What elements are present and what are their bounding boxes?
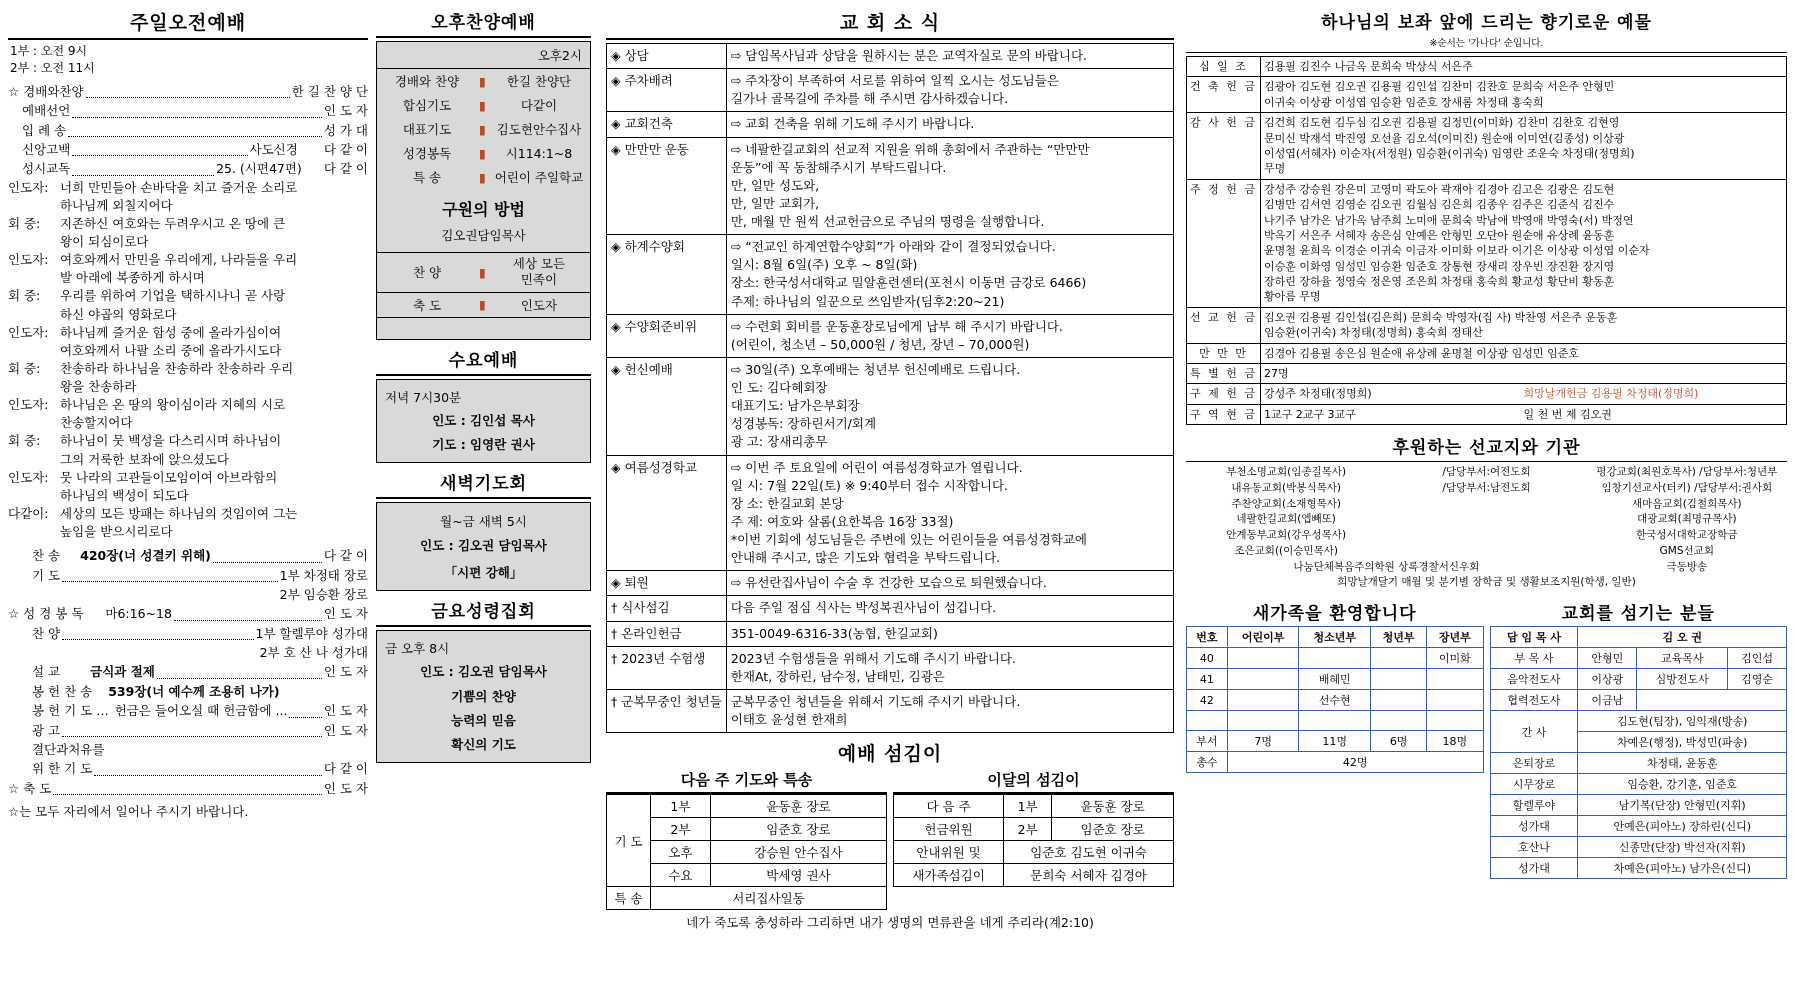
separator-bar: ▮ <box>479 264 486 280</box>
senior-pastor-name: 김 오 권 <box>1578 627 1787 648</box>
table-row: 음악전도사 이상광 심방전도사 김영순 <box>1490 669 1787 690</box>
friday-box <box>376 630 591 763</box>
news-row <box>607 314 1174 357</box>
cell: 헌금위원 <box>894 818 1004 841</box>
afternoon-box <box>376 41 591 340</box>
news-row <box>607 44 1174 69</box>
cell: 수요 <box>651 864 711 887</box>
news-value: ⇨ 30일(주) 오후예배는 청년부 헌신예배로 드립니다. 인 도: 김다혜회장 대표기도: 남가은부회장 성경봉독: 장하린서기/회계 광 고: 장새리총무 <box>726 357 1173 455</box>
friday-item-3: 확신의 기도 <box>451 736 516 752</box>
church-servants-section <box>1490 599 1788 879</box>
resp-line: 왕이 되심이로다 <box>60 234 149 250</box>
table-row: 간 사 김도현(팀장), 임익재(방송) <box>1490 711 1787 732</box>
table-row: 41 배혜민 <box>1187 669 1484 690</box>
friday-section <box>376 597 591 763</box>
table-row: 42 선수현 <box>1187 690 1484 711</box>
cell: 1부 <box>651 795 711 818</box>
resp-line: 높임을 받으시리로다 <box>60 524 173 540</box>
wednesday-time: 저녁 7시30분 <box>385 389 462 405</box>
missions-row: 조은교회((이승민목사) GMS선교회 <box>1234 544 1714 557</box>
church-servants-title: 교회를 섬기는 분들 <box>1561 604 1715 625</box>
resp-line: 하신 야곱의 영화로다 <box>60 306 177 322</box>
table-row: 은퇴장로 차정태, 윤동훈 <box>1490 753 1787 774</box>
news-row <box>607 137 1174 235</box>
order-line: 봉 헌 기 도 … 헌금은 들어오실 때 헌금함에 ... 인 도 자 <box>32 703 368 719</box>
resp-line: 인도자: 하나님은 온 땅의 왕이심이라 지혜의 시로 <box>8 397 286 413</box>
order-line: 2부 임승환 장로 <box>279 586 368 602</box>
news-value: ⇨ 교회 건축을 위해 기도해 주시기 바랍니다. <box>726 112 1173 137</box>
order-line: 입 례 송 성 가 대 <box>22 122 368 138</box>
offering-row <box>1187 57 1787 77</box>
news-key: ◈ 교회건축 <box>607 112 727 137</box>
news-row <box>607 235 1174 315</box>
cell: 박세영 권사 <box>710 864 886 887</box>
cell: 1부 <box>1004 795 1052 818</box>
afternoon-row: 경배와 찬양 ▮ 한길 찬양단 <box>394 73 572 89</box>
table-row <box>894 795 1174 818</box>
missions-row: 안계동부교회(강우성목사) 한국성서대학교장학금 <box>1226 529 1738 542</box>
resp-line: 인도자: 하나님께 즐거운 함성 중에 올라가심이여 <box>8 324 282 340</box>
order-line: 2부 호 산 나 성가대 <box>259 645 368 661</box>
offering-row <box>1187 343 1787 363</box>
offering-names: 27명 <box>1261 364 1787 384</box>
cell: 윤동훈 장로 <box>710 795 886 818</box>
resp-line: 회 중: 하나님이 뭇 백성을 다스리시며 하나님이 <box>8 433 282 449</box>
offering-table <box>1186 56 1787 425</box>
offering-subnote: ※순서는 '가나다' 순입니다. <box>1429 38 1544 49</box>
table-row: 성가대 안예은(피아노) 장하린(신디) <box>1490 816 1787 837</box>
news-key: † 식사섬김 <box>607 596 727 621</box>
news-value: 다음 주일 점심 식사는 박성복권사님이 섬깁니다. <box>726 596 1173 621</box>
afternoon-time: 오후2시 <box>377 42 590 69</box>
col-young-adult: 청년부 <box>1371 627 1427 648</box>
wednesday-title: 수요예배 <box>448 350 519 371</box>
afternoon-sermon-title: 구원의 방법 <box>442 200 525 219</box>
resp-line: 여호와께서 나팔 소리 중에 올라가시도다 <box>60 342 282 358</box>
news-row <box>607 621 1174 646</box>
afternoon-row: 성경봉독 ▮ 시114:1~8 <box>402 145 573 161</box>
offering-key: 구 제 헌 금 <box>1187 384 1261 404</box>
serving-title: 예배 섬김이 <box>837 743 943 766</box>
wednesday-box <box>376 379 591 463</box>
thousand-offering: 일 천 번 제 김오권 <box>1523 407 1612 421</box>
order-line: ☆ 축 도 인 도 자 <box>8 780 368 796</box>
friday-time: 금 오후 8시 <box>385 640 450 656</box>
news-key: † 군복무중인 청년들 <box>607 689 727 732</box>
afternoon-praise-section <box>376 8 591 340</box>
offering-row <box>1187 384 1787 404</box>
dawn-series: 「시편 강해」 <box>444 564 523 580</box>
next-week-prayer-title: 다음 주 기도와 특송 <box>606 769 887 794</box>
month-servants-table <box>893 794 1174 887</box>
dawn-time: 월~금 새벽 5시 <box>440 513 527 529</box>
offering-names: 김광아 김도현 김오권 김용필 김인섭 김찬미 김찬호 문희숙 서은주 안형민 이귀숙 이상광 이성엽 임승환 임준호 장새롬 차정태 홍숙희 <box>1261 77 1787 113</box>
table-row: 호산나 신종만(단장) 박선자(지휘) <box>1490 837 1787 858</box>
friday-leader: 인도 : 김오권 담임목사 <box>420 663 547 679</box>
cell: 2부 <box>651 818 711 841</box>
cell: 오후 <box>651 841 711 864</box>
news-row <box>607 112 1174 137</box>
separator-bar: ▮ <box>479 121 486 137</box>
afternoon-row: 축 도 ▮ 인도자 <box>377 292 590 317</box>
news-key: ◈ 여름성경학교 <box>607 455 727 571</box>
order-line: 성시교독 25. (시편47편) 다 같 이 <box>22 161 368 177</box>
cell: 새가족섬김이 <box>894 864 1004 887</box>
hope-wing-offering: 희망날개헌금 김용필 차정태(정명희) <box>1523 387 1699 401</box>
order-line: 신앙고백 사도신경 다 같 이 <box>22 141 368 157</box>
news-row <box>607 646 1174 689</box>
news-row <box>607 689 1174 732</box>
missions-row: 부천소명교회(임종길목사) /담당부서:여전도회 평강교회(최원호목사) /담당부서:청년부 <box>1226 466 1778 479</box>
cell: 안내위원 및 <box>894 841 1004 864</box>
table-row: 시무장로 임승환, 강기훈, 임준호 <box>1490 774 1787 795</box>
cell: 문희숙 서혜자 김경아 <box>1004 864 1174 887</box>
prayer-label: 기 도 <box>607 795 651 887</box>
offering-key: 특 별 헌 금 <box>1187 364 1261 384</box>
resp-line: 다같이: 세상의 모든 방패는 하나님의 것임이여 그는 <box>8 505 298 521</box>
cell: 강승원 안수집사 <box>710 841 886 864</box>
missions-list <box>1186 465 1787 591</box>
resp-line: 인도자: 뭇 나라의 고관들이모임이여 아브라함의 <box>8 469 278 485</box>
offering-names: 강성주 강승원 강은미 고영미 곽도아 곽재아 김경아 김고은 김광은 김도현 김병만 김서연 김영순 김오권 김월심 김은희 김종우 김주은 김준식 김진수 나기주 남가은 남가옥 남주희 노미애 문희숙 박남애 박영애 박영숙(서) 박정연 박옥기 서은주 서혜자 송은심 안예은 안형민 오단아 원순애 유상례 윤동훈 윤명철 윤희옥 이경순 이귀숙 이금자 이미화 이보라 이기은 이상광 이성엽 이순자 이승훈 이화영 임성민 임승환 임준호 장통현 장새리 장우빈 장진환 장지영 장하린 장하율 정영숙 정은영 조은희 차정태 홍숙희 황교성 황단비 황동훈 황아름 무명 <box>1261 179 1787 307</box>
cell: 서리집사일동 <box>651 887 887 910</box>
news-value: ⇨ 담임목사님과 상담을 원하시는 분은 교역자실로 문의 바랍니다. <box>726 44 1173 69</box>
resp-line: 찬송할지어다 <box>60 415 133 431</box>
news-value: 2023년 수험생들을 위해서 기도해 주시기 바랍니다. 한재At, 장하린, 남수정, 남태민, 김광은 <box>726 646 1173 689</box>
offering-key: 주 정 헌 금 <box>1187 179 1261 307</box>
offering-key: 건 축 헌 금 <box>1187 77 1261 113</box>
divider <box>1186 461 1787 462</box>
offering-row <box>1187 179 1787 307</box>
offering-key: 선 교 헌 금 <box>1187 307 1261 343</box>
cell: 2부 <box>1004 818 1052 841</box>
news-value: ⇨ 수련회 회비를 운동훈장로님에게 납부 해 주시기 바랍니다. (어린이, 청소년 – 50,000원 / 청년, 장년 – 70,000원) <box>726 314 1173 357</box>
divider <box>1186 52 1787 53</box>
afternoon-blank <box>377 317 590 339</box>
bottom-tables <box>1186 599 1787 879</box>
cell: 윤동훈 장로 <box>1052 795 1174 818</box>
table-header-row <box>1187 627 1484 648</box>
table-row <box>894 864 1174 887</box>
separator-bar: ▮ <box>479 297 486 312</box>
sunday-footnote: ☆는 모두 자리에서 일어나 주시기 바랍니다. <box>8 804 249 820</box>
resp-line: 발 아래에 복종하게 하시며 <box>60 270 205 286</box>
news-row <box>607 357 1174 455</box>
separator-bar: ▮ <box>479 73 486 89</box>
news-key: ◈ 만만만 운동 <box>607 137 727 235</box>
dawn-box <box>376 502 591 591</box>
column-church-news <box>600 0 1180 992</box>
divider <box>376 625 591 627</box>
news-value: 351-0049-6316-33(농협, 한길교회) <box>726 621 1173 646</box>
order-line: 위 한 기 도 다 같 이 <box>32 761 368 777</box>
separator-bar: ▮ <box>479 145 486 161</box>
new-family-table <box>1186 626 1484 773</box>
news-value: ⇨ 네팔한길교회의 선교적 지원을 위해 총회에서 주관하는 “만만만 운동”에 꼭 동참해주시기 부탁드립니다. 만, 일만 성도와, 만, 일만 교회가, 만, 매월 만 원씩 선교헌금으로 주님의 명령을 실행합니다. <box>726 137 1173 235</box>
separator-bar: ▮ <box>479 97 486 113</box>
table-row: 부 목 사 안형민 교육목사 김인섭 <box>1490 648 1787 669</box>
table-row <box>607 795 887 818</box>
offering-names: 김건희 김도현 김두심 김오권 김용필 김정민(이미화) 김찬미 김찬호 김현영 문미신 박재석 박진영 오선율 김오석(이미진) 원순애 이미연(김종성) 이상광 이성엽(서혜자) 이순자(서정원) 임승환(이귀숙) 임영란 조운숙 차정태(정명희) 무명 <box>1261 113 1787 180</box>
offering-names: 김용필 김진수 나금옥 문희숙 박상식 서은주 <box>1261 57 1787 77</box>
news-value: ⇨ 이번 주 토요일에 어린이 여름성경학교가 열립니다. 일 시: 7월 22일(토) ※ 9:40부터 접수 시작합니다. 장 소: 한길교회 본당 주 제: 여호와 살롬(요한복음 16장 33절) *이번 기회에 성도님들은 주변에 있는 어린이들을 여름성경학교에 안내해 주시고, 많은 기도와 협력을 부탁드립니다. <box>726 455 1173 571</box>
table-row: 40 이미화 <box>1187 648 1484 669</box>
resp-line: 하나님의 백성이 되도다 <box>60 487 189 503</box>
afternoon-sermon-by: 김오권담임목사 <box>441 228 526 243</box>
news-key: ◈ 상담 <box>607 44 727 69</box>
new-family-section <box>1186 599 1484 879</box>
order-line: 찬 송 420장(너 성결키 위해) 다 같 이 <box>32 548 368 564</box>
news-row <box>607 596 1174 621</box>
table-row <box>1187 711 1484 731</box>
column-offerings <box>1180 0 1795 992</box>
resp-line: 인도자: 여호와께서 만민을 우리에게, 나라들을 우리 <box>8 252 298 268</box>
divider <box>376 497 591 499</box>
order-line: 봉 헌 찬 송 539장(너 예수께 조용히 나가) <box>32 683 280 699</box>
divider <box>8 38 368 40</box>
col-no: 번호 <box>1187 627 1228 648</box>
service-times <box>10 43 368 78</box>
offering-row <box>1187 77 1787 113</box>
resp-line: 회 중: 우리를 위하여 기업을 택하시나니 곧 사랑 <box>8 288 286 304</box>
table-row: 차예은(행정), 박성민(파송) <box>1490 732 1787 753</box>
missions-title: 후원하는 선교지와 기관 <box>1392 438 1581 459</box>
senior-pastor-label: 담 임 목 사 <box>1490 627 1578 648</box>
afternoon-row: 합심기도 ▮ 다같이 <box>402 97 558 113</box>
missions-row: 네팔한길교회(엡빼또) 대광교회(최명규목사) <box>1236 513 1737 526</box>
bible-verse: 네가 죽도록 충성하라 그리하면 내가 생명의 면류관을 네게 주리라(계2:10) <box>686 915 1094 931</box>
friday-title: 금요성령집회 <box>431 601 536 622</box>
missions-row: 내유동교회(박봉식목사) /담당부서:남전도회 임창기선교사(터키) /담당부서:권사회 <box>1231 481 1773 494</box>
table-footer-row: 총수 42명 <box>1187 752 1484 773</box>
resp-line: 왕을 찬송하라 <box>60 379 137 395</box>
table-row: 할렐루야 남기복(단장) 안형민(지휘) <box>1490 795 1787 816</box>
col-children: 어린이부 <box>1227 627 1299 648</box>
offering-row <box>1187 307 1787 343</box>
table-row <box>894 841 1174 864</box>
dawn-title: 새벽기도회 <box>439 473 528 494</box>
order-line: 찬 양 1부 할렐루야 성가대 <box>32 625 368 641</box>
sunday-morning-title: 주일오전예배 <box>129 12 247 34</box>
news-row <box>607 69 1174 112</box>
wednesday-prayer: 기도 : 임영란 권사 <box>432 436 535 452</box>
col-youth: 청소년부 <box>1299 627 1371 648</box>
news-value: ⇨ “전교인 하계연합수양회”가 아래와 같이 결정되었습니다. 일시: 8월 6일(주) 오후 ~ 8일(화) 장소: 한국성서대학교 밀알훈련센터(포천시 이동면 금강로 6466) 주제: 하나님의 일꾼으로 쓰임받자(딤후2:20~21) <box>726 235 1173 315</box>
cell: 임준호 김도현 이귀숙 <box>1004 841 1174 864</box>
friday-item-1: 기쁨의 찬양 <box>451 688 516 704</box>
col-adult: 장년부 <box>1427 627 1483 648</box>
offering-key: 만 만 만 <box>1187 343 1261 363</box>
missions-row: 희망날개달기 매월 및 분기별 장학금 및 생활보조지원(학생, 일반) <box>1337 576 1636 589</box>
order-line: 기 도 1부 차정태 장로 <box>32 567 368 583</box>
other-services-column <box>376 6 591 992</box>
news-row <box>607 571 1174 596</box>
divider <box>606 38 1174 40</box>
divider <box>376 36 591 38</box>
news-key: † 2023년 수험생 <box>607 646 727 689</box>
column-worship-order <box>0 0 600 992</box>
news-value: 군복무중인 청년들을 위해서 기도해 주시기 바랍니다. 이태호 윤성현 한재희 <box>726 689 1173 732</box>
table-row <box>894 818 1174 841</box>
cell: 임준호 장로 <box>710 818 886 841</box>
offering-row <box>1187 364 1787 384</box>
wednesday-section <box>376 346 591 463</box>
offering-key: 감 사 헌 금 <box>1187 113 1261 180</box>
service-time-2: 2부 : 오전 11시 <box>10 61 95 76</box>
news-title: 교 회 소 식 <box>839 12 941 34</box>
friday-item-2: 능력의 믿음 <box>451 712 516 728</box>
divider <box>376 374 591 376</box>
resp-line: 그의 거룩한 보좌에 앉으셨도다 <box>60 451 229 467</box>
missions-row: 나눔단체복음주의학원 상록경찰서신우회 극동방송 <box>1293 560 1708 573</box>
church-servants-table <box>1490 626 1788 879</box>
offering-names: 강성주 차정태(정명희) 희망날개헌금 김용필 차정태(정명희) <box>1261 384 1787 404</box>
table-row: 협력전도사 이금남 <box>1490 690 1787 711</box>
offering-title: 하나님의 보좌 앞에 드리는 향기로운 예물 <box>1321 13 1652 33</box>
responsive-reading <box>8 179 368 542</box>
resp-line: 회 중: 지존하신 여호와는 두려우시고 온 땅에 큰 <box>8 215 286 231</box>
resp-line: 인도자: 너희 만민들아 손바닥을 치고 즐거운 소리로 <box>8 179 298 195</box>
dawn-prayer-section <box>376 469 591 591</box>
cell: 임준호 장로 <box>1052 818 1174 841</box>
table-footer-row: 부서 7명 11명 6명 18명 <box>1187 731 1484 752</box>
afternoon-row: 대표기도 ▮ 김도현안수집사 <box>402 121 582 137</box>
news-key: ◈ 수양회준비위 <box>607 314 727 357</box>
new-family-title: 새가족을 환영합니다 <box>1252 604 1417 625</box>
news-key: † 온라인헌금 <box>607 621 727 646</box>
table-row <box>607 887 887 910</box>
special-song-label: 특 송 <box>607 887 651 910</box>
serving-tables <box>606 769 1174 910</box>
offering-names: 김오권 김용필 김인섭(김은희) 문희숙 박영자(집 사) 박찬영 서은주 운동훈 임승환(이귀숙) 차정태(정명희) 홍숙희 정태산 <box>1261 307 1787 343</box>
order-line: 결단과처유를 <box>32 741 105 757</box>
month-servants-title: 이달의 섬김이 <box>893 769 1174 794</box>
news-key: ◈ 퇴원 <box>607 571 727 596</box>
separator-bar: ▮ <box>479 169 486 185</box>
offering-names: 김경아 김용필 송은심 원순애 유상례 윤명철 이상광 임성민 임준호 <box>1261 343 1787 363</box>
table-header-row <box>1490 627 1787 648</box>
cell: 다 음 주 <box>894 795 1004 818</box>
afternoon-row: 찬 양 ▮ 세상 모든 민족이 <box>377 252 590 292</box>
dawn-leader: 인도 : 김오권 담임목사 <box>420 537 547 553</box>
resp-line: 하나님께 외칠지어다 <box>60 197 173 213</box>
table-row: 성가대 차예은(피아노) 남가은(신디) <box>1490 858 1787 879</box>
resp-line: 회 중: 찬송하라 하나님을 찬송하라 찬송하라 우리 <box>8 360 294 376</box>
offering-names: 1교구 2교구 3교구 일 천 번 제 김오권 <box>1261 404 1787 424</box>
order-line: ☆ 성 경 봉 독 마6:16~18 인 도 자 <box>8 606 368 622</box>
order-line: 설 교 금식과 절제 인 도 자 <box>32 664 368 680</box>
offering-key: 구 역 현 금 <box>1187 404 1261 424</box>
service-time-1: 1부 : 오전 9시 <box>10 44 88 58</box>
sunday-morning-section <box>8 6 368 992</box>
order-line: 광 고 인 도 자 <box>32 722 368 738</box>
offering-key: 십 일 조 <box>1187 57 1261 77</box>
news-value: ⇨ 유선란집사님이 수술 후 건강한 모습으로 퇴원했습니다. <box>726 571 1173 596</box>
next-week-prayer-table <box>606 794 887 910</box>
afternoon-row: 특 송 ▮ 어린이 주일학교 <box>412 169 584 185</box>
order-line: ☆ 경배와찬양 한 길 찬 양 단 <box>8 83 368 99</box>
news-key: ◈ 헌신예배 <box>607 357 727 455</box>
news-table <box>606 43 1174 733</box>
news-key: ◈ 주차배려 <box>607 69 727 112</box>
news-value: ⇨ 주차장이 부족하여 서로를 위하여 일찍 오시는 성도님들은 길가나 골목길에 주차를 해 주시면 감사하겠습니다. <box>726 69 1173 112</box>
missions-row: 주찬양교회(소재형목사) 새마음교회(김철희목사) <box>1231 497 1742 510</box>
offering-row <box>1187 404 1787 424</box>
order-line: 예배선언 인 도 자 <box>22 103 368 119</box>
news-key: ◈ 하계수양회 <box>607 235 727 315</box>
news-row <box>607 455 1174 571</box>
wednesday-leader: 인도 : 김인섭 목사 <box>432 412 535 428</box>
afternoon-title: 오후찬양예배 <box>431 13 536 33</box>
offering-row <box>1187 113 1787 180</box>
